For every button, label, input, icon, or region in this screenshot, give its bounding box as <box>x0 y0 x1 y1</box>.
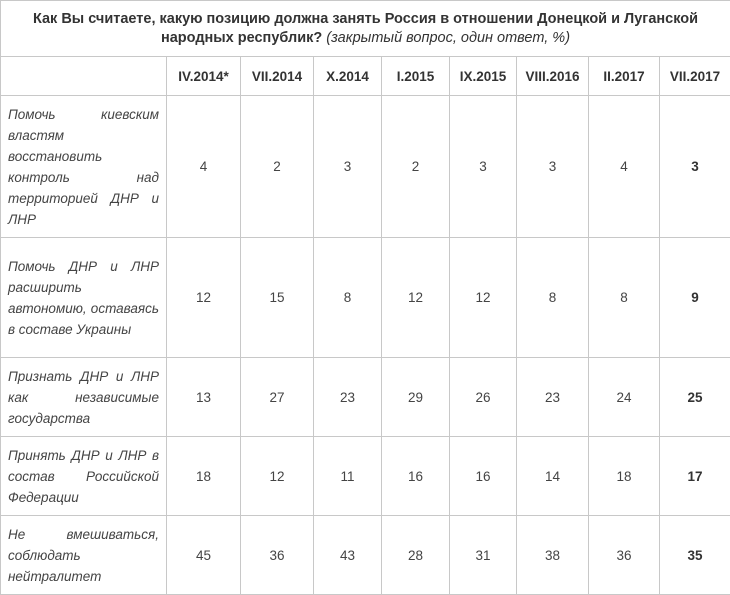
table-cell-latest: 17 <box>660 437 730 516</box>
table-cell: 3 <box>450 96 517 238</box>
table-cell: 12 <box>241 437 314 516</box>
table-cell: 23 <box>314 358 382 437</box>
header-col-i-2015: I.2015 <box>382 57 450 96</box>
row-label: Помочь ДНР и ЛНР расширить автономию, оставаясь в составе Украины <box>1 238 167 358</box>
table-cell: 8 <box>589 238 660 358</box>
header-col-iv-2014: IV.2014* <box>167 57 241 96</box>
table-cell: 27 <box>241 358 314 437</box>
table-cell: 12 <box>450 238 517 358</box>
table-cell: 12 <box>167 238 241 358</box>
header-col-ix-2015: IX.2015 <box>450 57 517 96</box>
table-cell-latest: 3 <box>660 96 730 238</box>
table-row <box>1 437 730 516</box>
table-cell: 4 <box>589 96 660 238</box>
table-cell-latest: 35 <box>660 516 730 595</box>
table-cell: 14 <box>517 437 589 516</box>
table-cell: 29 <box>382 358 450 437</box>
table-cell: 13 <box>167 358 241 437</box>
table-cell: 8 <box>314 238 382 358</box>
header-empty-cell <box>1 57 167 96</box>
table-cell: 16 <box>450 437 517 516</box>
row-label: Признать ДНР и ЛНР как независимые государства <box>1 358 167 437</box>
table-cell: 2 <box>382 96 450 238</box>
table-cell: 26 <box>450 358 517 437</box>
table-row <box>1 516 730 595</box>
row-label: Принять ДНР и ЛНР в состав Российской Федерации <box>1 437 167 516</box>
table-cell-latest: 9 <box>660 238 730 358</box>
table-cell: 36 <box>589 516 660 595</box>
table-cell: 45 <box>167 516 241 595</box>
header-col-x-2014: X.2014 <box>314 57 382 96</box>
table-cell: 3 <box>517 96 589 238</box>
table-row <box>1 238 730 358</box>
table-cell: 8 <box>517 238 589 358</box>
header-row <box>1 57 730 96</box>
header-col-vii-2017: VII.2017 <box>660 57 730 96</box>
title-row <box>1 1 730 57</box>
title-question: Как Вы считаете, какую позицию должна занять Россия в отношении Донецкой и Луганской народных республик? <box>33 11 698 46</box>
table-row <box>1 96 730 238</box>
table-title <box>1 1 730 57</box>
header-col-viii-2016: VIII.2016 <box>517 57 589 96</box>
table-cell: 43 <box>314 516 382 595</box>
table-cell: 3 <box>314 96 382 238</box>
table-cell: 28 <box>382 516 450 595</box>
table-cell: 4 <box>167 96 241 238</box>
table-cell: 24 <box>589 358 660 437</box>
table-row <box>1 358 730 437</box>
table-cell: 12 <box>382 238 450 358</box>
header-col-vii-2014: VII.2014 <box>241 57 314 96</box>
table-cell: 18 <box>589 437 660 516</box>
table-cell: 15 <box>241 238 314 358</box>
table-cell-latest: 25 <box>660 358 730 437</box>
table-cell: 2 <box>241 96 314 238</box>
table-cell: 38 <box>517 516 589 595</box>
table-cell: 23 <box>517 358 589 437</box>
table-cell: 11 <box>314 437 382 516</box>
table-cell: 36 <box>241 516 314 595</box>
table-cell: 18 <box>167 437 241 516</box>
title-note: (закрытый вопрос, один ответ, %) <box>326 30 570 46</box>
row-label: Не вмешиваться, соблюдать нейтралитет <box>1 516 167 595</box>
row-label: Помочь киевским властям восстановить контроль над территорией ДНР и ЛНР <box>1 96 167 238</box>
table-cell: 16 <box>382 437 450 516</box>
header-col-ii-2017: II.2017 <box>589 57 660 96</box>
table-cell: 31 <box>450 516 517 595</box>
